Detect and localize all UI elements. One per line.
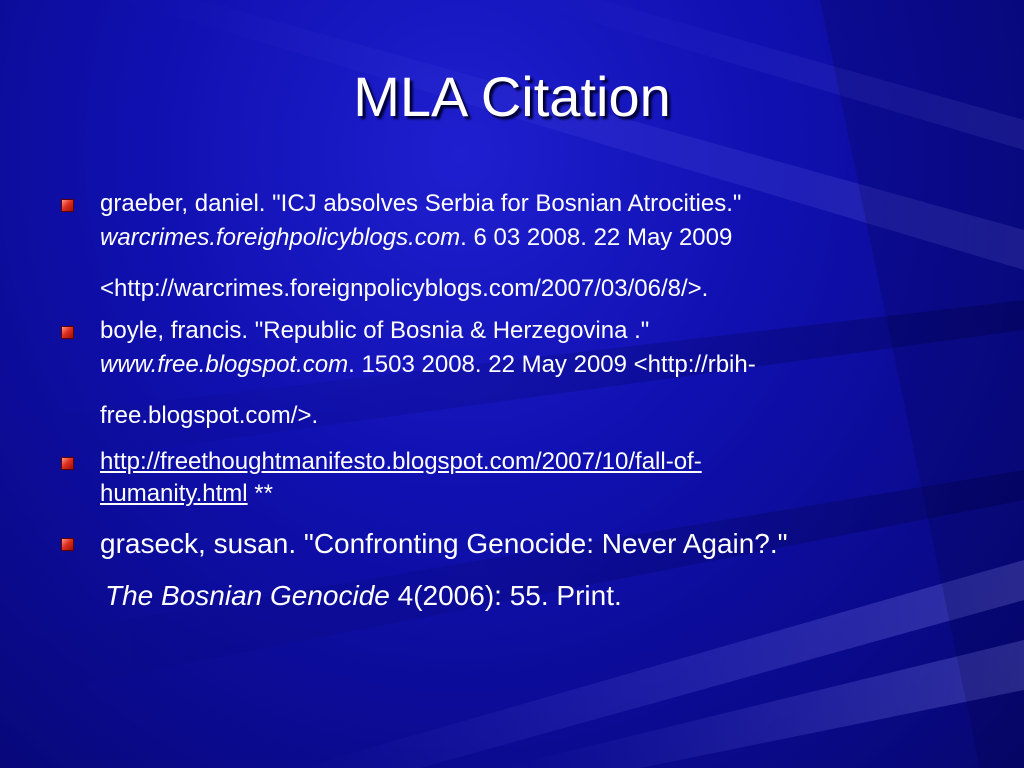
citation-details: . 6 03 2008. 22 May 2009: [460, 224, 733, 251]
citation-item-boyle: [100, 315, 920, 432]
citation-details: . 1503 2008. 22 May 2009 <http://rbih-: [348, 351, 756, 378]
citation-line: graseck, susan. "Confronting Genocide: Never Again?.": [100, 528, 788, 559]
citation-item-graeber: [100, 188, 920, 305]
citation-url-line: <http://warcrimes.foreignpolicyblogs.com/2007/03/06/8/>.: [100, 275, 709, 302]
red-square-bullet-icon: [61, 326, 74, 339]
red-square-bullet-icon: [61, 199, 74, 212]
citation-url-line: free.blogspot.com/>.: [100, 402, 319, 429]
citation-source-italic: The Bosnian Genocide: [105, 580, 390, 611]
citation-link-part1[interactable]: http://freethoughtmanifesto.blogspot.com/2007/10/fall-of-: [100, 448, 702, 475]
citation-item-graseck: [100, 525, 920, 615]
red-square-bullet-icon: [61, 457, 74, 470]
citation-link-line: [100, 478, 920, 510]
citation-source-italic: warcrimes.foreighpolicyblogs.com: [100, 224, 461, 251]
red-square-bullet-icon: [61, 538, 74, 551]
citation-link-part2[interactable]: humanity.html: [100, 480, 248, 507]
citation-details: 4(2006): 55. Print.: [389, 580, 622, 611]
citation-link-suffix: **: [247, 480, 273, 507]
citation-source-italic: www.free.blogspot.com: [100, 351, 349, 378]
slide-title: MLA Citation: [353, 65, 671, 128]
citation-line: graeber, daniel. "ICJ absolves Serbia for Bosnian Atrocities.": [100, 190, 742, 217]
citation-item-link: [100, 446, 920, 510]
citation-line: [100, 577, 920, 615]
citation-line: boyle, francis. "Republic of Bosnia & Herzegovina .": [100, 317, 650, 344]
citation-link-line: [100, 446, 920, 478]
citation-line: [100, 222, 920, 254]
citation-line: [100, 349, 920, 381]
